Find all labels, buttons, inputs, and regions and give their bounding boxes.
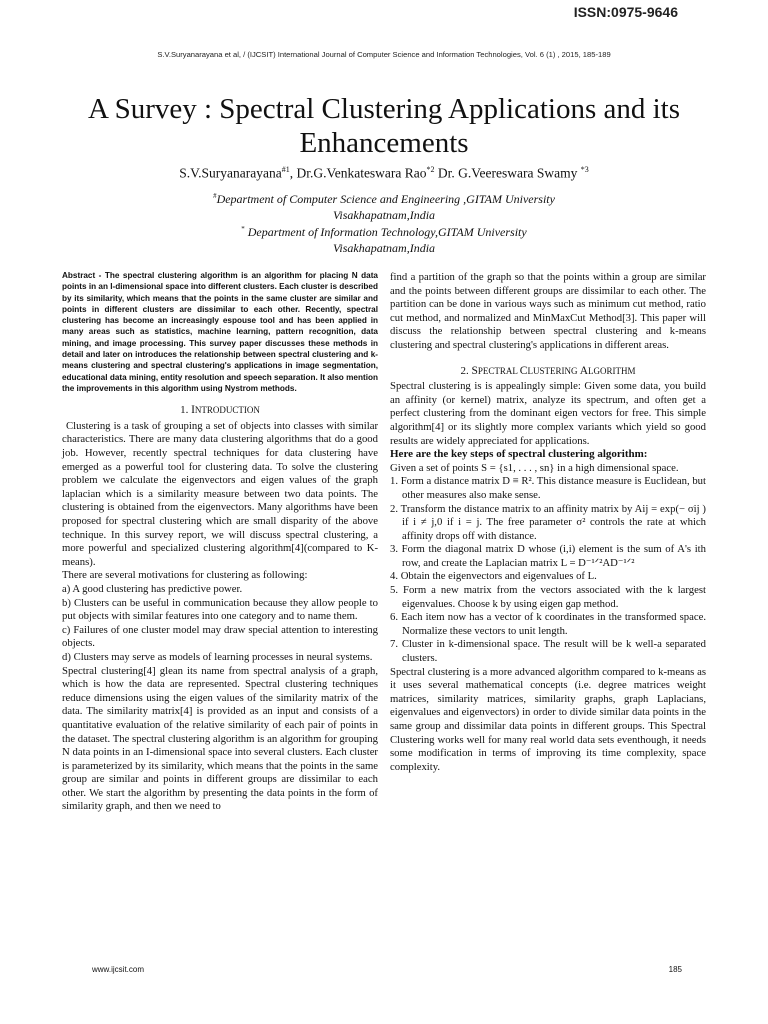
affiliation-2-dept: Department of Information Technology,GITAM University xyxy=(247,225,527,239)
footer-website: www.ijcsit.com xyxy=(92,965,145,974)
left-column xyxy=(62,270,378,814)
right-paragraph-0: find a partition of the graph so that the points within a group are similar and the points between different groups are dissimilar to each other. The partition can be done in various ways such as minimum cut method, ratio cut method, and normalized and MinMaxCut Method[3]. This paper will discuss the relationship between spectral clustering and k-means clustering and spectral clustering's applications in different areas. xyxy=(390,271,706,351)
section-1-heading: 1. INTRODUCTION xyxy=(180,404,260,417)
author-3-mark: *3 xyxy=(580,165,589,174)
step-1: 1. Form a distance matrix D ≡ R². This distance measure is Euclidean, but other measures also make sense. xyxy=(390,475,706,501)
affiliation-1-mark: # xyxy=(213,192,217,200)
key-steps-heading: Here are the key steps of spectral clustering algorithm: xyxy=(390,448,648,461)
step-3: 3. Form the diagonal matrix D whose (i,i) element is the sum of A's ith row, and create the Laplacian matrix L = D⁻¹ᐟ²AD⁻¹ᐟ² xyxy=(390,543,706,569)
author-2-mark: *2 xyxy=(426,165,435,174)
author-1-mark: #1 xyxy=(281,165,290,174)
motivation-d: d) Clusters may serve as models of learning processes in neural systems. xyxy=(62,650,373,663)
motivation-c: c) Failures of one cluster model may draw special attention to interesting objects. xyxy=(62,623,378,650)
abstract: Abstract - The spectral clustering algorithm is an algorithm for placing N data points in an I-dimensional space into different clusters. Each cluster is described by its similarity, which means that the points in the same cluster are similar and points in different clusters are dissimilar to each other. Recently, spectral clustering has become an increasingly espouse tool and has been applied in many areas such as statistics, machine learning, pattern recognition, data mining, and image processing. This survey paper discusses these methods in detail and later on introduces the relationship between spectral clustering and k-means clustering and spectral clustering's applications in image segmentation, educational data mining, entity resolution and speech separation. It also mention the improvements in this algorithm using Nystrom methods. xyxy=(62,271,378,393)
author-1: S.V.Suryanarayana xyxy=(179,165,282,181)
section-1-paragraph-1: Clustering is a task of grouping a set of objects into classes with similar characteristics. There are many data clustering algorithms that do a good job. However, recently spectral techniques for data clustering have emerged as a powerful tool for clustering data. To solve the clustering problem we calculate the eigenvectors and eigen values of the graph laplacian which is a similarity measure between two data points. The clustering is obtained from the eigenvectors. Many algorithms have been proposed for spectral clustering which are small disparity of the above technique. In this survey report, we will discuss spectral clustering, a more powerful and specialized clustering algorithm[4](compared to K-means). xyxy=(62,419,378,568)
section-2-heading: 2. SPECTRAL CLUSTERING ALGORITHM xyxy=(460,364,636,377)
running-head: S.V.Suryanarayana et al, / (IJCSIT) International Journal of Computer Science and Information Technologies, Vol. 6 (1) , 2015, 185-189 xyxy=(157,50,611,59)
step-4: 4. Obtain the eigenvectors and eigenvalues of L. xyxy=(390,570,597,583)
step-2: 2. Transform the distance matrix to an affinity matrix by Aij = exp(− σij ) if i ≠ j,0 if i = j. The free parameter σ² controls the rate at which affinity drops off with distance. xyxy=(390,502,706,542)
motivations-intro: There are several motivations for clustering as following: xyxy=(62,569,308,582)
section-2-paragraph-2: Spectral clustering is a more advanced algorithm compared to k-means as it uses several mathematical concepts (i.e. degree matrices weight matrices, similarity matrices, similarity graphs, graph Laplacians, eigenvalues and eigenvectors) in order to divide similar data points in the same group and dissimilar data points in different groups. This Spectral Clustering works well for many real world data sets eventhough, it needs some modification in terms of improving its time complexity, space complexity. xyxy=(390,665,706,773)
affiliation-2-city: Visakhapatnam,India xyxy=(332,241,436,255)
step-5: 5. Form a new matrix from the vectors associated with the k largest eigenvalues. Choose k by using eigen gap method. xyxy=(390,584,706,610)
motivation-a: a) A good clustering has predictive power. xyxy=(62,582,243,595)
affiliation-2 xyxy=(0,221,768,256)
affiliation-1-city: Visakhapatnam,India xyxy=(332,208,436,222)
affiliation-1-dept: Department of Computer Science and Engineering ,GITAM University xyxy=(216,192,555,206)
right-column xyxy=(390,271,706,774)
step-7: 7. Cluster in k-dimensional space. The result will be k well-a separated clusters. xyxy=(390,638,706,665)
section-1-paragraph-3: Spectral clustering[4] glean its name from spectral analysis of a graph, which is how the data are represented. Spectral clustering techniques reduce dimensions using the eigen values of the similarity matrix of the data. The similarity matrix[4] is provided as an input and consists of a quantitative evaluation of the relative similarity of each pair of points in the dataset. The spectral clustering algorithm is an algorithm for grouping N data points in an I-dimensional space into several clusters. Each cluster is parameterized by its similarity, which means that the points in the same group are similar and points in different groups are dissimilar to each other. We start the algorithm by presenting the data points in the form of similarity graph, and then we need to xyxy=(62,664,378,813)
paper-title: A Survey : Spectral Clustering Applications and its Enhancements xyxy=(87,93,681,159)
algorithm-steps xyxy=(390,475,706,665)
issn-label: ISSN:0975-9646 xyxy=(573,4,678,20)
motivation-b: b) Clusters can be useful in communication because they allow people to put objects with similar features into one category and to name them. xyxy=(62,596,378,623)
affiliation-2-mark: * xyxy=(241,225,245,233)
section-2-paragraph-1: Spectral clustering is is appealingly simple: Given some data, you build an affinity (or kernel) matrix, analyze its spectrum, and often get a perfect clustering from the dominant eigen vectors for free. This simple algorithm[4] or its slightly more complex variants which yield so good results are widely appreciated for applications. xyxy=(390,380,706,447)
given-points: Given a set of points S = {s1, . . . , sn} in a high dimensional space. xyxy=(390,461,679,474)
author-3: Dr. G.Veereswara Swamy xyxy=(434,165,578,181)
step-6: 6. Each item now has a vector of k coordinates in the transformed space. Normalize these vectors to unit length. xyxy=(390,611,706,637)
affiliation-1 xyxy=(0,188,768,223)
author-2: , Dr.G.Venkateswara Rao xyxy=(289,165,427,181)
footer-page-number: 185 xyxy=(668,965,682,974)
author-line xyxy=(0,165,768,182)
